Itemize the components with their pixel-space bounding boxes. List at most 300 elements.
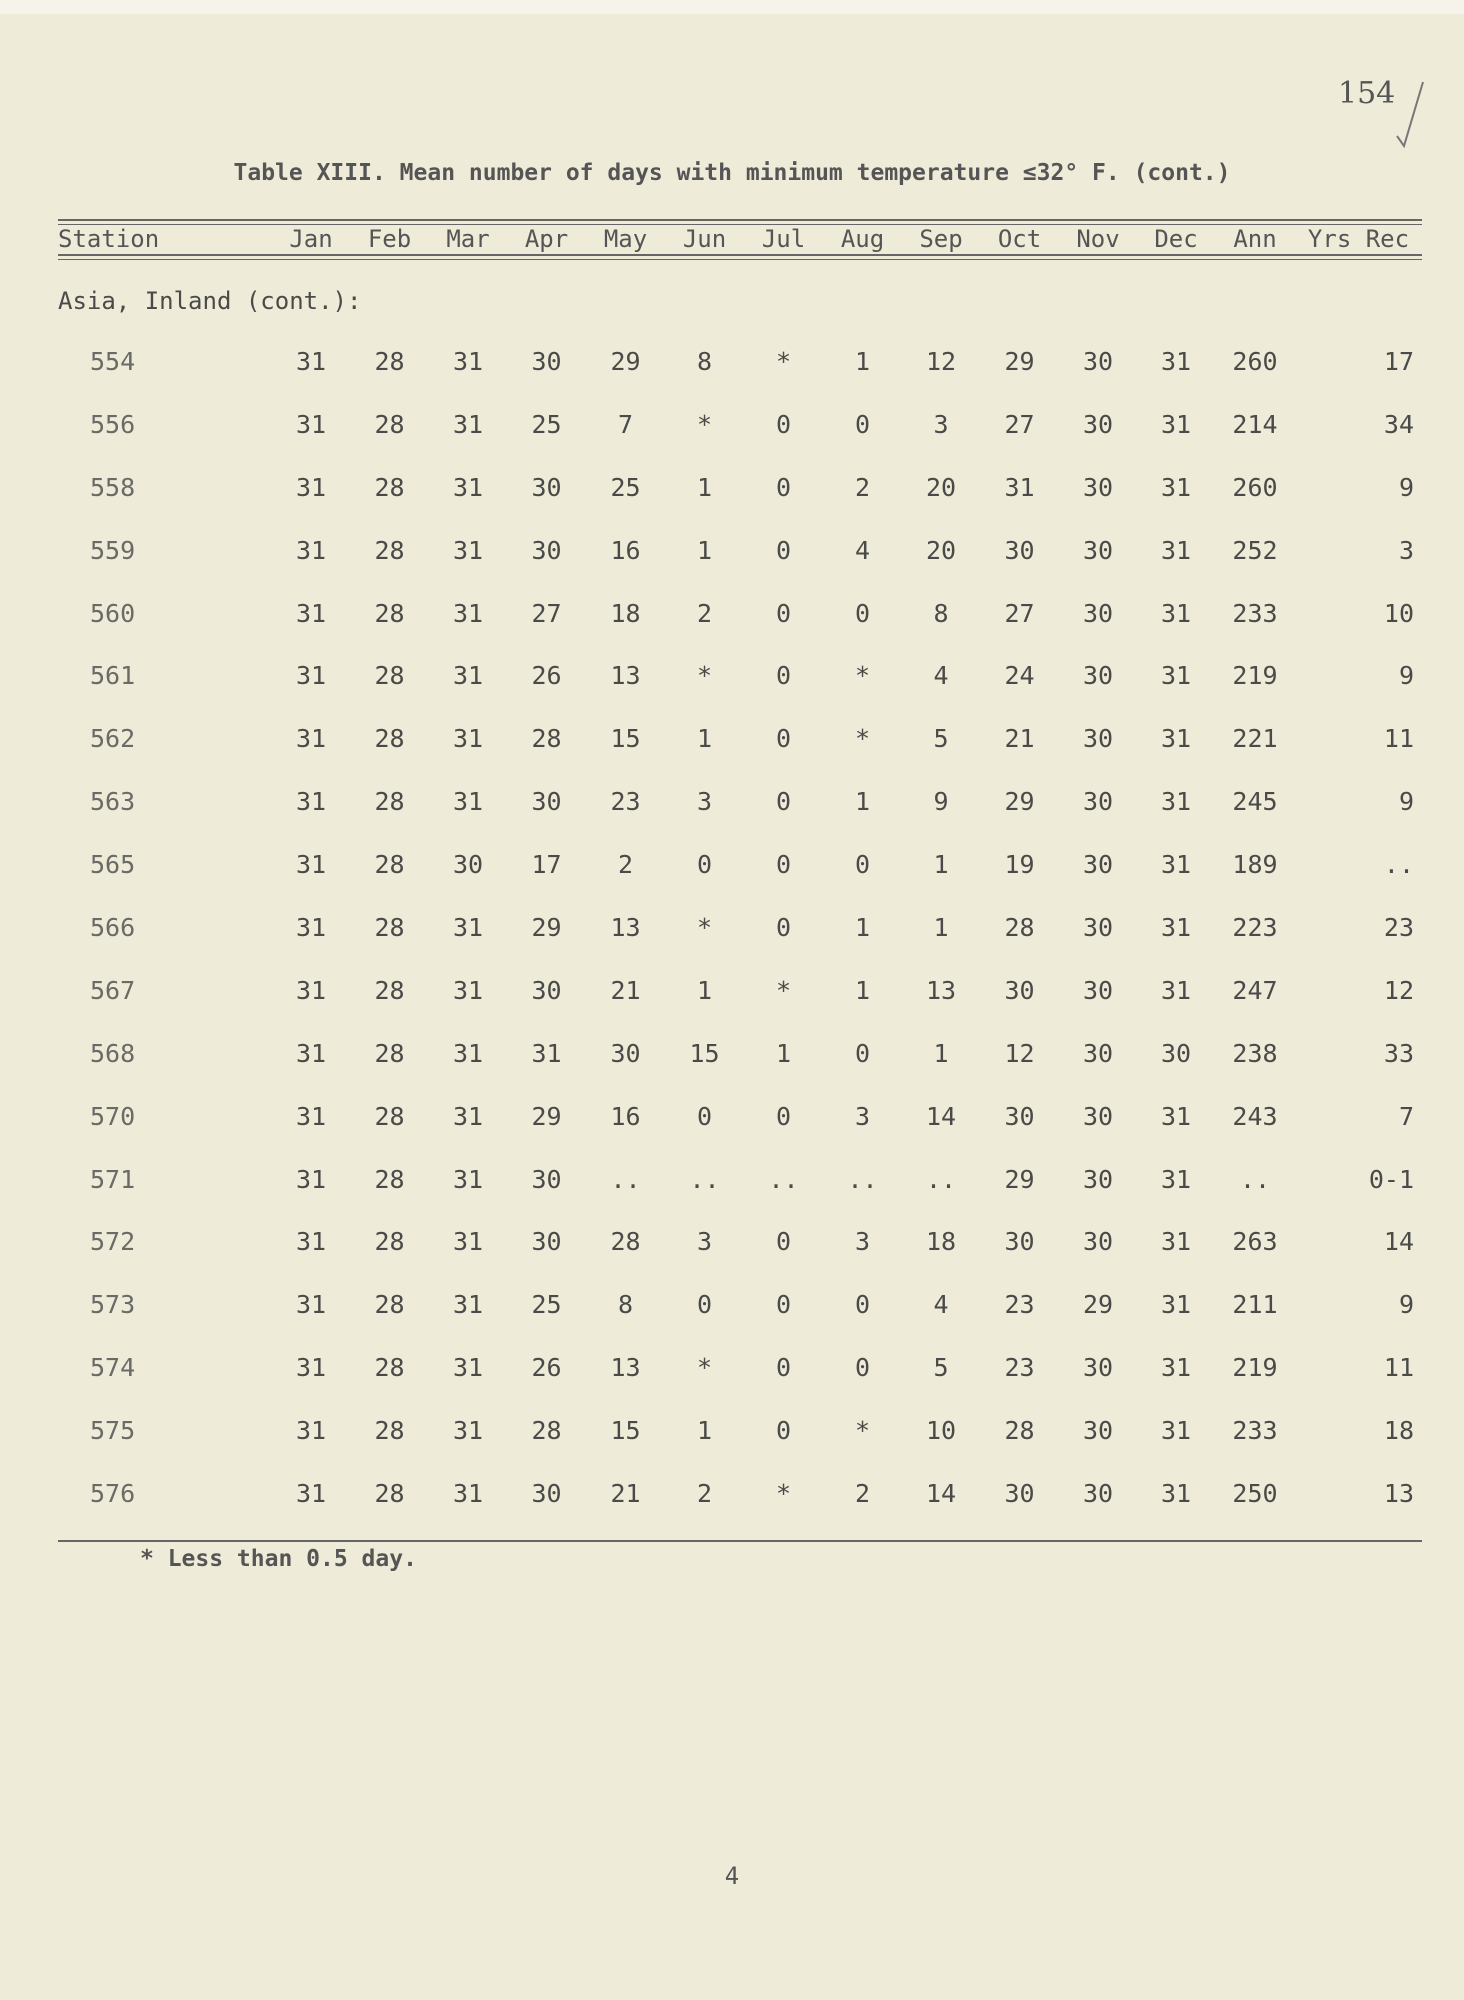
value-cell: 5 xyxy=(933,724,949,754)
value-cell: 1 xyxy=(854,975,871,1005)
value-cell: 31 xyxy=(1160,1478,1192,1508)
value-cell: 8 xyxy=(696,346,713,376)
value-cell: 28 xyxy=(374,850,405,880)
value-cell: 1 xyxy=(696,1416,713,1446)
value-cell: 14 xyxy=(1383,1227,1414,1257)
value-cell: * xyxy=(775,1478,792,1508)
station-cell: 560 xyxy=(90,598,136,628)
value-cell: 24 xyxy=(1004,661,1035,691)
value-cell: 31 xyxy=(452,598,484,628)
column-header: Yrs Rec xyxy=(1307,225,1410,253)
value-cell: 30 xyxy=(1082,912,1114,942)
value-cell: 31 xyxy=(452,1227,484,1257)
value-cell: 30 xyxy=(1082,1101,1114,1131)
value-cell: 31 xyxy=(452,912,484,942)
table-row xyxy=(58,1210,1422,1273)
value-cell: 28 xyxy=(374,1478,405,1508)
value-cell: 28 xyxy=(374,1353,405,1383)
value-cell: * xyxy=(854,1416,871,1446)
value-cell: 0 xyxy=(775,1290,792,1320)
value-cell: 21 xyxy=(610,1478,641,1508)
value-cell: 29 xyxy=(1082,1290,1114,1320)
value-cell: 0 xyxy=(854,1353,871,1383)
station-cell: 554 xyxy=(90,346,136,376)
value-cell: 28 xyxy=(374,409,405,439)
value-cell: 25 xyxy=(610,472,641,502)
value-cell: 0-1 xyxy=(1368,1164,1414,1194)
value-cell: 28 xyxy=(531,1416,562,1446)
value-cell: 29 xyxy=(531,1101,562,1131)
station-cell: 558 xyxy=(90,472,136,502)
table-row xyxy=(58,1148,1422,1211)
table-title: Table XIII. Mean number of days with minimum temperature ≤32° F. (cont.) xyxy=(233,160,1231,186)
value-cell: 31 xyxy=(1160,535,1192,565)
value-cell: 30 xyxy=(1082,850,1114,880)
value-cell: 0 xyxy=(775,787,792,817)
value-cell: 30 xyxy=(1082,1353,1114,1383)
value-cell: 28 xyxy=(374,1227,405,1257)
value-cell: 28 xyxy=(374,975,405,1005)
value-cell: 0 xyxy=(775,409,792,439)
value-cell: 245 xyxy=(1232,787,1278,817)
value-cell: 9 xyxy=(1398,661,1414,691)
station-cell: 568 xyxy=(90,1038,136,1068)
value-cell: 30 xyxy=(531,535,562,565)
value-cell: 31 xyxy=(1004,472,1035,502)
column-header: Ann xyxy=(1233,225,1277,253)
value-cell: 238 xyxy=(1232,1038,1278,1068)
value-cell: 260 xyxy=(1232,472,1278,502)
table-row xyxy=(58,582,1422,645)
value-cell: 1 xyxy=(854,912,871,942)
value-cell: 211 xyxy=(1232,1290,1278,1320)
group-label: Asia, Inland (cont.): xyxy=(58,287,362,315)
value-cell: 10 xyxy=(1383,598,1414,628)
column-header: Station xyxy=(58,225,160,253)
value-cell: 0 xyxy=(775,850,792,880)
table-row xyxy=(58,330,1422,393)
value-cell: 28 xyxy=(610,1227,641,1257)
value-cell: 16 xyxy=(610,535,641,565)
value-cell: 30 xyxy=(1082,1164,1114,1194)
table-row xyxy=(58,833,1422,896)
value-cell: 27 xyxy=(1004,598,1035,628)
group-row xyxy=(58,256,1422,330)
value-cell: 9 xyxy=(1398,787,1414,817)
value-cell: 31 xyxy=(295,787,327,817)
value-cell: 3 xyxy=(854,1101,871,1131)
value-cell: 31 xyxy=(295,1101,327,1131)
data-table xyxy=(58,222,1422,1525)
value-cell: 0 xyxy=(854,598,871,628)
value-cell: 33 xyxy=(1383,1038,1414,1068)
value-cell: 0 xyxy=(775,912,792,942)
value-cell: .. xyxy=(1383,850,1414,880)
table-row xyxy=(58,1022,1422,1085)
column-header: Apr xyxy=(524,225,569,253)
value-cell: 30 xyxy=(531,1164,562,1194)
value-cell: 31 xyxy=(1160,346,1192,376)
value-cell: 223 xyxy=(1232,912,1278,942)
value-cell: 4 xyxy=(854,535,871,565)
handwritten-page-number: 154 xyxy=(1338,76,1396,111)
value-cell: 30 xyxy=(452,850,484,880)
value-cell: 31 xyxy=(1160,1101,1192,1131)
value-cell: 1 xyxy=(933,1038,949,1068)
value-cell: 247 xyxy=(1232,975,1278,1005)
value-cell: 20 xyxy=(925,472,957,502)
value-cell: 31 xyxy=(1160,661,1192,691)
value-cell: 2 xyxy=(696,1478,713,1508)
value-cell: 13 xyxy=(1383,1478,1414,1508)
value-cell: 31 xyxy=(452,724,484,754)
value-cell: * xyxy=(775,975,792,1005)
column-header: Jan xyxy=(289,225,333,253)
value-cell: 28 xyxy=(1004,912,1035,942)
value-cell: 31 xyxy=(295,346,327,376)
value-cell: 31 xyxy=(295,661,327,691)
value-cell: 7 xyxy=(617,409,634,439)
value-cell: 31 xyxy=(1160,1227,1192,1257)
value-cell: 31 xyxy=(1160,912,1192,942)
value-cell: * xyxy=(696,661,713,691)
value-cell: 31 xyxy=(295,1290,327,1320)
value-cell: 0 xyxy=(854,1290,871,1320)
page-top-edge xyxy=(0,0,1464,14)
value-cell: * xyxy=(775,346,792,376)
table-row xyxy=(58,1085,1422,1148)
value-cell: .. xyxy=(1239,1164,1271,1194)
value-cell: 27 xyxy=(1004,409,1035,439)
station-cell: 575 xyxy=(90,1416,136,1446)
value-cell: 29 xyxy=(610,346,641,376)
station-cell: 565 xyxy=(90,850,136,880)
value-cell: 31 xyxy=(295,1478,327,1508)
value-cell: 31 xyxy=(295,1416,327,1446)
table-header-row xyxy=(58,222,1422,256)
value-cell: 31 xyxy=(1160,850,1192,880)
value-cell: 30 xyxy=(1004,975,1035,1005)
value-cell: 1 xyxy=(854,346,871,376)
value-cell: 260 xyxy=(1232,346,1278,376)
column-header: Mar xyxy=(446,225,490,253)
value-cell: 0 xyxy=(775,661,792,691)
value-cell: 23 xyxy=(610,787,641,817)
value-cell: 0 xyxy=(775,535,792,565)
value-cell: 4 xyxy=(933,661,949,691)
value-cell: 18 xyxy=(925,1227,957,1257)
station-cell: 567 xyxy=(90,975,136,1005)
value-cell: 1 xyxy=(775,1038,792,1068)
value-cell: 31 xyxy=(452,346,484,376)
value-cell: 219 xyxy=(1232,1353,1278,1383)
value-cell: 25 xyxy=(531,409,562,439)
value-cell: 233 xyxy=(1232,1416,1278,1446)
value-cell: 30 xyxy=(1082,724,1114,754)
station-cell: 556 xyxy=(90,409,136,439)
value-cell: .. xyxy=(925,1164,957,1194)
value-cell: 8 xyxy=(933,598,949,628)
value-cell: 11 xyxy=(1383,724,1414,754)
table-row xyxy=(58,959,1422,1022)
value-cell: 1 xyxy=(696,975,713,1005)
value-cell: 0 xyxy=(775,1227,792,1257)
value-cell: 0 xyxy=(854,1038,871,1068)
table-row xyxy=(58,1273,1422,1336)
value-cell: 13 xyxy=(610,1353,641,1383)
station-cell: 561 xyxy=(90,661,136,691)
value-cell: 31 xyxy=(295,1038,327,1068)
value-cell: 21 xyxy=(610,975,641,1005)
value-cell: 28 xyxy=(374,472,405,502)
value-cell: 30 xyxy=(531,1227,562,1257)
value-cell: 31 xyxy=(452,787,484,817)
value-cell: 31 xyxy=(452,1101,484,1131)
check-mark-icon xyxy=(1395,78,1425,148)
value-cell: 28 xyxy=(374,1101,405,1131)
column-header: Jun xyxy=(682,225,727,253)
value-cell: 31 xyxy=(452,1038,484,1068)
value-cell: 31 xyxy=(452,1290,484,1320)
station-cell: 576 xyxy=(90,1478,136,1508)
value-cell: 12 xyxy=(1383,975,1414,1005)
value-cell: 0 xyxy=(775,724,792,754)
value-cell: 4 xyxy=(933,1290,949,1320)
value-cell: 31 xyxy=(1160,598,1192,628)
table-row xyxy=(58,1399,1422,1462)
value-cell: 13 xyxy=(610,912,641,942)
value-cell: 19 xyxy=(1004,850,1035,880)
column-header: Aug xyxy=(840,225,885,253)
value-cell: 221 xyxy=(1232,724,1278,754)
value-cell: 30 xyxy=(1082,787,1114,817)
value-cell: 30 xyxy=(610,1038,641,1068)
value-cell: 10 xyxy=(925,1416,957,1446)
column-header: Sep xyxy=(919,225,963,253)
value-cell: 31 xyxy=(295,1227,327,1257)
value-cell: 5 xyxy=(933,1353,949,1383)
value-cell: 31 xyxy=(452,409,484,439)
value-cell: 3 xyxy=(854,1227,871,1257)
value-cell: 0 xyxy=(854,409,871,439)
value-cell: 31 xyxy=(1160,409,1192,439)
value-cell: 31 xyxy=(1160,724,1192,754)
table-row xyxy=(58,644,1422,707)
station-cell: 572 xyxy=(90,1227,136,1257)
value-cell: 31 xyxy=(295,975,327,1005)
value-cell: 31 xyxy=(1160,975,1192,1005)
value-cell: 3 xyxy=(696,787,713,817)
value-cell: 30 xyxy=(1082,1478,1114,1508)
value-cell: 214 xyxy=(1232,409,1278,439)
value-cell: * xyxy=(696,912,713,942)
value-cell: 28 xyxy=(374,661,405,691)
value-cell: 29 xyxy=(1004,346,1035,376)
value-cell: 3 xyxy=(696,1227,713,1257)
value-cell: 20 xyxy=(925,535,957,565)
value-cell: 30 xyxy=(531,975,562,1005)
value-cell: 31 xyxy=(295,850,327,880)
value-cell: 31 xyxy=(295,1353,327,1383)
value-cell: 189 xyxy=(1232,850,1278,880)
table-row xyxy=(58,770,1422,833)
value-cell: 13 xyxy=(610,661,641,691)
value-cell: 30 xyxy=(1082,1038,1114,1068)
value-cell: 28 xyxy=(374,724,405,754)
value-cell: 23 xyxy=(1004,1290,1035,1320)
value-cell: 243 xyxy=(1232,1101,1278,1131)
value-cell: 25 xyxy=(531,1290,562,1320)
value-cell: 9 xyxy=(1398,1290,1414,1320)
value-cell: 27 xyxy=(531,598,562,628)
value-cell: 1 xyxy=(933,912,949,942)
value-cell: 30 xyxy=(1082,661,1114,691)
table-row xyxy=(58,393,1422,456)
value-cell: 252 xyxy=(1232,535,1278,565)
value-cell: 31 xyxy=(452,975,484,1005)
value-cell: 23 xyxy=(1383,912,1414,942)
value-cell: 30 xyxy=(1082,975,1114,1005)
value-cell: 30 xyxy=(1082,409,1114,439)
value-cell: 1 xyxy=(696,535,713,565)
value-cell: 16 xyxy=(610,1101,641,1131)
value-cell: 31 xyxy=(1160,787,1192,817)
value-cell: 2 xyxy=(854,1478,871,1508)
value-cell: 0 xyxy=(775,598,792,628)
value-cell: 28 xyxy=(374,598,405,628)
table-row xyxy=(58,456,1422,519)
value-cell: 31 xyxy=(1160,472,1192,502)
column-header: Nov xyxy=(1076,225,1120,253)
value-cell: .. xyxy=(847,1164,878,1194)
column-header: Dec xyxy=(1154,225,1198,253)
table-row xyxy=(58,707,1422,770)
table-bottom-rule xyxy=(58,1540,1422,1542)
value-cell: 31 xyxy=(1160,1290,1192,1320)
value-cell: 15 xyxy=(610,1416,641,1446)
value-cell: 0 xyxy=(775,1101,792,1131)
value-cell: 31 xyxy=(1160,1353,1192,1383)
station-cell: 562 xyxy=(90,724,136,754)
header-top-rule xyxy=(58,219,1422,221)
value-cell: 250 xyxy=(1232,1478,1278,1508)
value-cell: 30 xyxy=(1004,535,1035,565)
value-cell: 28 xyxy=(374,346,405,376)
column-header: May xyxy=(603,225,648,253)
value-cell: 31 xyxy=(295,409,327,439)
value-cell: 26 xyxy=(531,661,562,691)
value-cell: 2 xyxy=(854,472,871,502)
value-cell: 31 xyxy=(452,1478,484,1508)
value-cell: 31 xyxy=(452,535,484,565)
value-cell: .. xyxy=(768,1164,799,1194)
value-cell: 30 xyxy=(531,472,562,502)
value-cell: 31 xyxy=(452,661,484,691)
value-cell: 31 xyxy=(295,472,327,502)
value-cell: 2 xyxy=(696,598,713,628)
value-cell: 31 xyxy=(295,724,327,754)
value-cell: 13 xyxy=(925,975,957,1005)
value-cell: 28 xyxy=(374,1416,405,1446)
value-cell: 30 xyxy=(1082,1416,1114,1446)
station-cell: 559 xyxy=(90,535,136,565)
value-cell: 34 xyxy=(1383,409,1414,439)
value-cell: 31 xyxy=(295,535,327,565)
value-cell: 9 xyxy=(933,787,949,817)
value-cell: 28 xyxy=(374,535,405,565)
value-cell: 18 xyxy=(610,598,641,628)
value-cell: 1 xyxy=(696,472,713,502)
station-cell: 566 xyxy=(90,912,136,942)
value-cell: 14 xyxy=(925,1101,957,1131)
value-cell: 11 xyxy=(1383,1353,1414,1383)
value-cell: * xyxy=(696,1353,713,1383)
station-cell: 571 xyxy=(90,1164,136,1194)
value-cell: .. xyxy=(689,1164,720,1194)
value-cell: 28 xyxy=(374,787,405,817)
station-cell: 574 xyxy=(90,1353,136,1383)
value-cell: 1 xyxy=(933,850,949,880)
table-row xyxy=(58,1462,1422,1525)
table-row xyxy=(58,519,1422,582)
value-cell: 30 xyxy=(1004,1101,1035,1131)
value-cell: 31 xyxy=(452,1416,484,1446)
value-cell: 1 xyxy=(696,724,713,754)
value-cell: 219 xyxy=(1232,661,1278,691)
column-header: Feb xyxy=(367,225,412,253)
value-cell: 0 xyxy=(696,1101,713,1131)
value-cell: 9 xyxy=(1398,472,1414,502)
value-cell: 12 xyxy=(925,346,957,376)
value-cell: 0 xyxy=(696,1290,713,1320)
value-cell: 31 xyxy=(531,1038,562,1068)
value-cell: 28 xyxy=(531,724,562,754)
value-cell: * xyxy=(854,724,871,754)
column-header: Jul xyxy=(761,225,806,253)
value-cell: .. xyxy=(610,1164,641,1194)
value-cell: 0 xyxy=(775,1416,792,1446)
value-cell: 28 xyxy=(374,1038,405,1068)
value-cell: 31 xyxy=(452,1164,484,1194)
value-cell: 28 xyxy=(374,912,405,942)
value-cell: 0 xyxy=(696,850,713,880)
value-cell: 31 xyxy=(452,1353,484,1383)
value-cell: 2 xyxy=(617,850,634,880)
value-cell: 21 xyxy=(1004,724,1035,754)
value-cell: * xyxy=(854,661,871,691)
value-cell: 30 xyxy=(1082,598,1114,628)
value-cell: 31 xyxy=(295,912,327,942)
value-cell: 17 xyxy=(531,850,562,880)
value-cell: 14 xyxy=(925,1478,957,1508)
table-row xyxy=(58,1336,1422,1399)
value-cell: 0 xyxy=(775,1353,792,1383)
value-cell: 31 xyxy=(452,472,484,502)
value-cell: 29 xyxy=(531,912,562,942)
value-cell: 31 xyxy=(1160,1164,1192,1194)
value-cell: 1 xyxy=(854,787,871,817)
column-header: Oct xyxy=(997,225,1042,253)
value-cell: 233 xyxy=(1232,598,1278,628)
value-cell: 29 xyxy=(1004,787,1035,817)
value-cell: 3 xyxy=(1398,535,1414,565)
value-cell: 28 xyxy=(374,1290,405,1320)
value-cell: 28 xyxy=(374,1164,405,1194)
value-cell: 30 xyxy=(531,346,562,376)
value-cell: 0 xyxy=(775,472,792,502)
value-cell: 7 xyxy=(1398,1101,1414,1131)
page-footer-number: 4 xyxy=(724,1862,740,1890)
